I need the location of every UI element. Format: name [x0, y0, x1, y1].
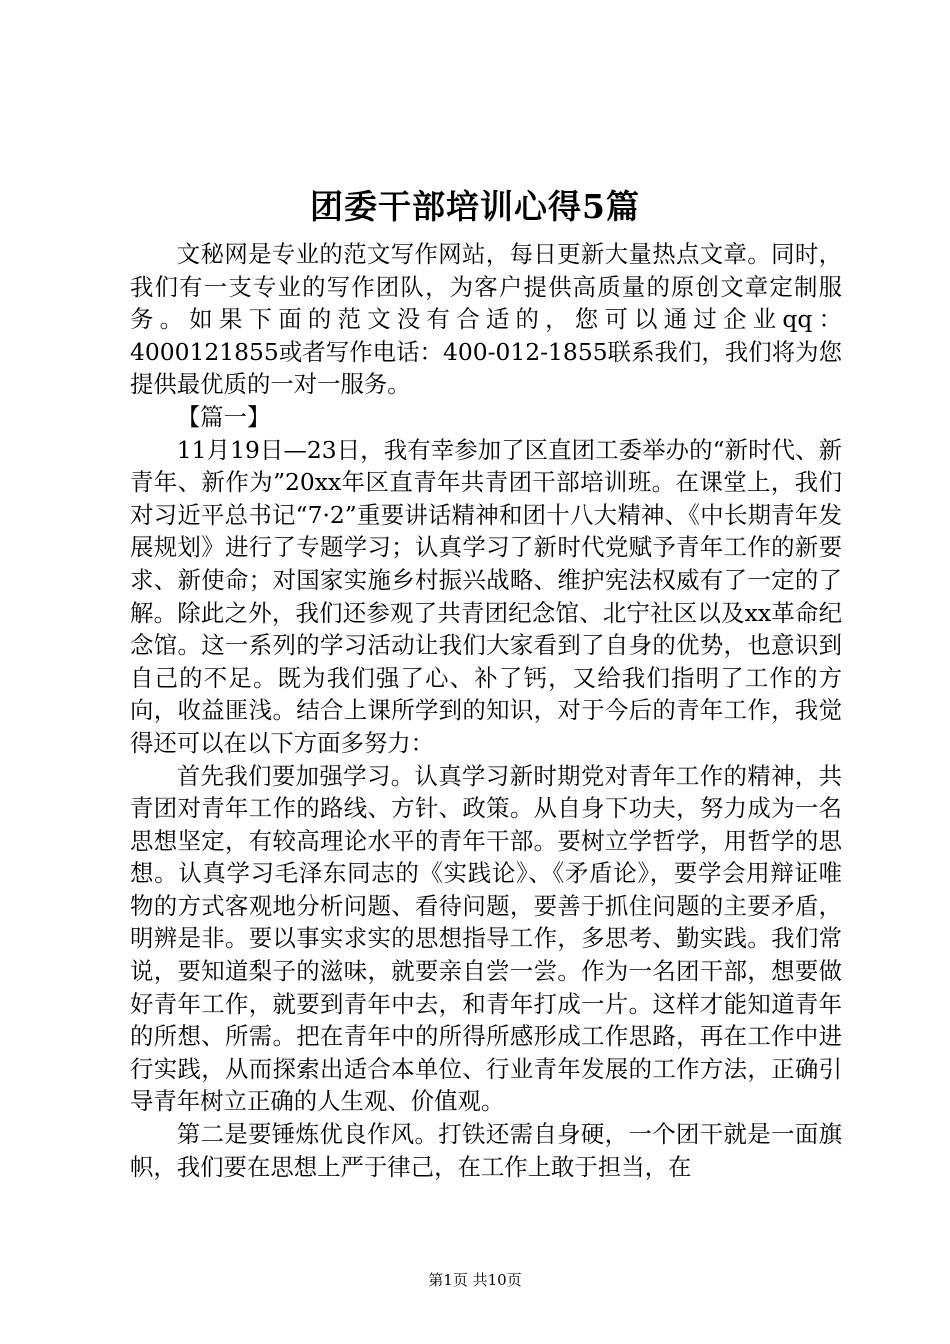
paragraph-intro: 文秘网是专业的范文写作网站，每日更新大量热点文章。同时，我们有一支专业的写作团队，为客户提供高质量的原创文章定制服务。如果下面的范文没有合适的，您可以通过企业qq：4000121855或者写作电话：400-012-1855联系我们，我们将为您提供最优质的一对一服务。 — [130, 240, 842, 399]
paragraph-training-summary: 11月19日—23日，我有幸参加了区直团工委举办的“新时代、新青年、新作为”20xx年区直青年共青团干部培训班。在课堂上，我们对习近平总书记“7·2”重要讲话精神和团十八大精神、《中长期青年发展规划》进行了专题学习；认真学习了新时代党赋予青年工作的新要求、新使命；对国家实施乡村振兴战略、维护宪法权威有了一定的了解。除此之外，我们还参观了共青团纪念馆、北宁社区以及xx革命纪念馆。这一系列的学习活动让我们大家看到了自身的优势，也意识到自己的不足。既为我们强了心、补了钙，又给我们指明了工作的方向，收益匪浅。结合上课所学到的知识，对于今后的青年工作，我觉得还可以在以下方面多努力： — [130, 435, 842, 757]
paragraph-strengthen-study: 首先我们要加强学习。认真学习新时期党对青年工作的精神，共青团对青年工作的路线、方针、政策。从自身下功夫，努力成为一名思想坚定，有较高理论水平的青年干部。要树立学哲学，用哲学的思想。认真学习毛泽东同志的《实践论》、《矛盾论》，要学会用辩证唯物的方式客观地分析问题、看待问题，要善于抓住问题的主要矛盾，明辨是非。要以事实求实的思想指导工作，多思考、勤实践。我们常说，要知道梨子的滋味，就要亲自尝一尝。作为一名团干部，想要做好青年工作，就要到青年中去，和青年打成一片。这样才能知道青年的所想、所需。把在青年中的所得所感形成工作思路，再在工作中进行实践，从而探索出适合本单位、行业青年发展的工作方法，正确引导青年树立正确的人生观、价值观。 — [130, 761, 842, 1116]
document-body — [130, 238, 842, 1183]
paragraph-work-style: 第二是要锤炼优良作风。打铁还需自身硬，一个团干就是一面旗帜，我们要在思想上严于律己，在工作上敢于担当，在 — [130, 1120, 842, 1181]
page-number-footer: 第1页 共10页 — [428, 1271, 522, 1289]
document-title: 团委干部培训心得5篇 — [310, 187, 640, 226]
paragraph-section-heading: 【篇一】 — [176, 402, 271, 431]
